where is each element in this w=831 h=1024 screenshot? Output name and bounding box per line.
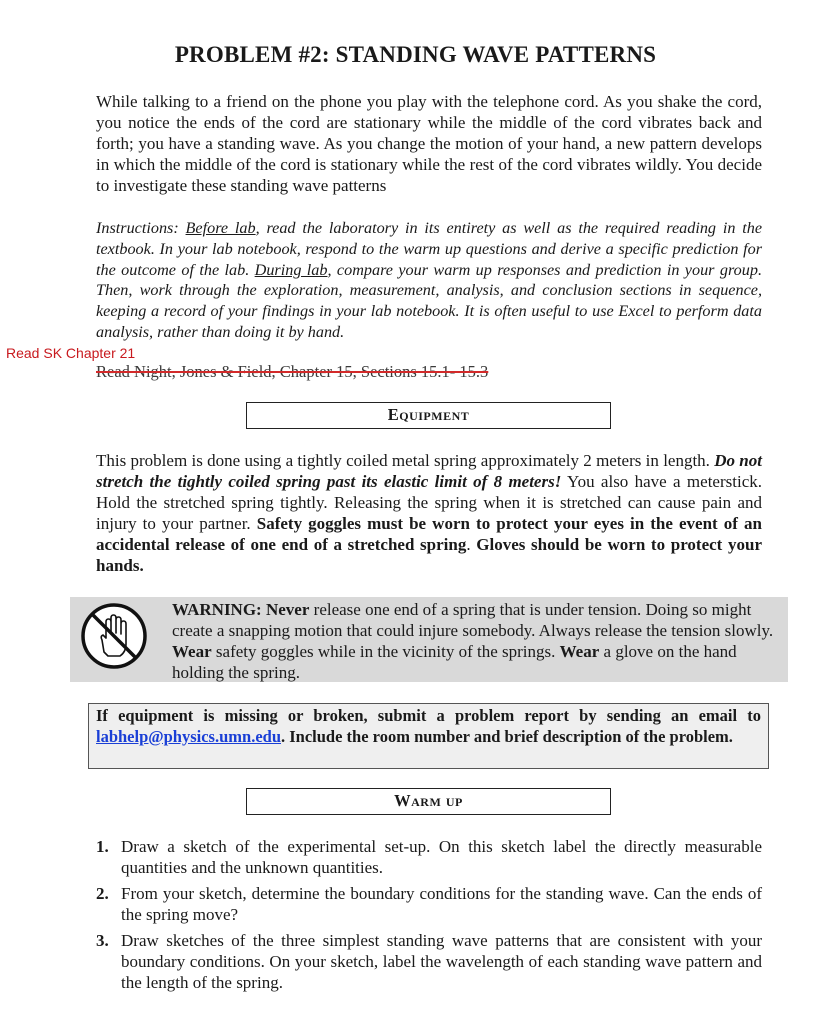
page-title: PROBLEM #2: STANDING WAVE PATTERNS [174, 42, 657, 67]
list-item [96, 836, 762, 878]
instructions-paragraph [96, 218, 762, 343]
equipment-elastic-limit-warning: Do not stretch the tightly coiled spring past its elastic limit of 8 meters! [96, 451, 762, 491]
equipment-goggles-warning: Safety goggles must be worn to protect your eyes in the event of an accidental release of one end of a stretched spring [96, 514, 762, 554]
equipment-paragraph [96, 450, 762, 576]
list-item-number: 3. [96, 931, 109, 950]
warning-wear-2: Wear [559, 642, 600, 661]
handwritten-annotation: Read SK Chapter 21 [6, 345, 136, 361]
list-item-text: Draw a sketch of the experimental set-up. On this sketch label the directly measurable quantities and the unknown quantities. [121, 837, 762, 877]
list-item [96, 883, 762, 925]
labhelp-email-link[interactable]: labhelp@physics.umn.edu [96, 726, 281, 746]
warning-never: Never [265, 600, 310, 619]
warning-wear-1: Wear [172, 642, 212, 661]
warmup-heading: Warm up [246, 788, 611, 815]
during-lab-text: During lab [254, 260, 328, 279]
instructions-part2: , compare your warm up responses and prediction in your group. Then, work through the exploration, measurement, analysis, and conclusion sections in sequence, keeping a record of your findings in your lab notebook. It is often useful to use Excel to perform data analysis, rather than doing it by hand. [96, 260, 762, 341]
warmup-list [96, 836, 762, 998]
list-item [96, 930, 762, 993]
list-item-number: 2. [96, 884, 109, 903]
warning-text-1: release one end of a spring that is under tension. Doing so might create a snapping motion that could injure somebody. Always release the tension slowly. [172, 600, 774, 640]
struck-reading-assignment: Read Night, Jones & Field, Chapter 15, Sections 15.1- 15.3 [96, 362, 489, 381]
warning-text [172, 597, 780, 683]
warning-box [70, 597, 788, 682]
instructions-lead: Instructions: [96, 219, 186, 237]
missing-text-2: . Include the room number and brief description of the problem. [281, 726, 733, 746]
equipment-text-1: This problem is done using a tightly coiled metal spring approximately 2 meters in length. [96, 451, 715, 470]
instructions-part1: , read the laboratory in its entirety as well as the required reading in the textbook. In your lab notebook, respond to the warm up questions and derive a specific prediction for the outcome of the lab. [96, 219, 762, 279]
equipment-text-2: You also have a meterstick. Hold the stretched spring tightly. Releasing the spring when it is stretched can cause pain and injury to your partner. [96, 472, 762, 533]
warning-label: WARNING: [172, 600, 262, 619]
missing-text-1: If equipment is missing or broken, submit a problem report by sending an email to [96, 706, 761, 725]
intro-paragraph: While talking to a friend on the phone you play with the telephone cord. As you shake the cord, you notice the ends of the cord are stationary while the middle of the cord vibrates back and forth; you have a standing wave. As you change the motion of your hand, a new pattern develops in which the middle of the cord is stationary while the rest of the cord vibrates wildly. You decide to investigate these standing wave patterns [96, 92, 762, 195]
warning-text-2: safety goggles while in the vicinity of the springs. [211, 642, 560, 661]
equipment-text-3: . [466, 535, 477, 554]
list-item-text: Draw sketches of the three simplest standing wave patterns that are consistent with your boundary conditions. On your sketch, label the wavelength of each standing wave pattern and the length of the spring. [121, 931, 762, 992]
missing-equipment-box [88, 703, 769, 769]
equipment-heading: Equipment [246, 402, 611, 429]
no-hand-icon [78, 600, 150, 672]
warning-text-3: a glove on the hand holding the spring. [172, 642, 737, 682]
before-lab-text: Before lab [185, 219, 256, 237]
equipment-gloves-warning: Gloves should be worn to protect your hands. [96, 535, 762, 575]
list-item-number: 1. [96, 837, 109, 856]
list-item-text: From your sketch, determine the boundary conditions for the standing wave. Can the ends of the spring move? [121, 884, 762, 924]
